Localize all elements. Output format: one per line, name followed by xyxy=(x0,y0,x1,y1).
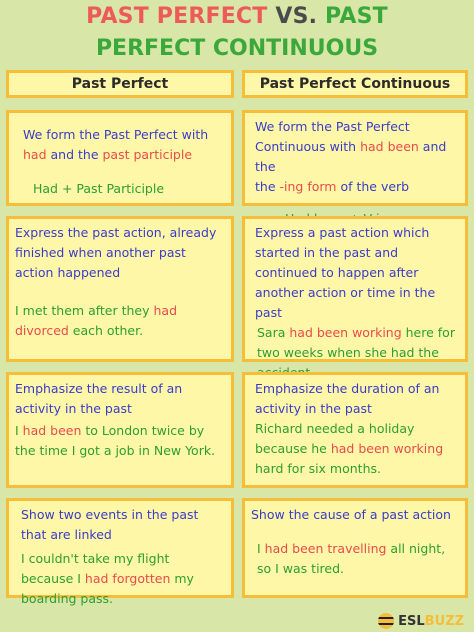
usage-description: Express a past action which started in the past and continued to happen after another action or time in the past xyxy=(255,225,436,320)
usage-description: Emphasize the duration of an activity in the past xyxy=(255,381,440,416)
bee-icon xyxy=(378,613,394,629)
cell-usage-3-past-perfect-continuous xyxy=(242,498,468,598)
form-and: and the xyxy=(255,139,447,174)
keyword-ing-form: -ing form xyxy=(279,179,337,194)
form-tail: of the verb xyxy=(336,179,410,194)
brand-buzz: BUZZ xyxy=(424,613,464,629)
usage-example: I had been to London twice by the time I got a job in New York. xyxy=(15,423,216,458)
usage-example: Sara had been working here for two weeks when she had the xyxy=(257,325,455,360)
formula: Had + Past Participle xyxy=(33,181,165,196)
page-title xyxy=(0,0,474,68)
example-highlight: had been xyxy=(22,423,82,438)
usage-example: I met them after they had divorced each other. xyxy=(15,303,178,338)
example-highlight: had forgotten xyxy=(84,571,171,586)
usage-example: Richard needed a holiday because he had been working hard for six months. xyxy=(255,421,444,476)
title-vs: VS. xyxy=(275,4,318,29)
form-and: and the xyxy=(46,147,103,162)
column-header-past-perfect: Past Perfect xyxy=(6,70,234,98)
title-line-2: PERFECT CONTINUOUS xyxy=(95,36,379,61)
keyword-past-participle: past participle xyxy=(102,147,193,162)
form-the: the xyxy=(255,179,280,194)
keyword-had: had xyxy=(23,147,47,162)
cell-usage-1-past-perfect xyxy=(6,216,234,362)
brand-esl: ESL xyxy=(398,613,425,629)
column-header-past-perfect-continuous: Past Perfect Continuous xyxy=(242,70,468,98)
usage-description: Express the past action, already finished when another past action happened xyxy=(15,225,217,280)
form-intro: We form the Past Perfect Continuous with xyxy=(255,119,410,154)
keyword-had-been: had been xyxy=(360,139,419,154)
title-past-perfect: PAST PERFECT xyxy=(86,4,268,29)
cell-form-past-perfect-continuous xyxy=(242,110,468,206)
eslbuzz-logo xyxy=(378,613,464,629)
usage-description: Emphasize the result of an activity in the past xyxy=(15,381,183,416)
usage-example: I couldn't take my flight because I had forgotten my boarding pass. xyxy=(21,551,194,606)
example-highlight: had been working xyxy=(330,441,444,456)
cell-usage-2-past-perfect-continuous xyxy=(242,372,468,488)
cell-usage-3-past-perfect xyxy=(6,498,234,606)
cell-usage-2-past-perfect xyxy=(6,372,234,488)
usage-description: Show the cause of a past action xyxy=(251,507,451,522)
form-intro: We form the Past Perfect with xyxy=(23,127,209,142)
cell-usage-1-past-perfect-continuous xyxy=(242,216,468,362)
example-highlight: had divorced xyxy=(15,303,178,338)
title-past: PAST xyxy=(325,4,388,29)
example-highlight: had been travelling xyxy=(264,541,387,556)
cell-form-past-perfect xyxy=(6,110,234,206)
usage-description: Show two events in the past that are linked xyxy=(21,507,199,542)
title-line-1 xyxy=(0,4,474,29)
usage-example: I had been travelling all night, so I was tired. xyxy=(257,541,446,576)
example-highlight: had been working xyxy=(289,325,402,340)
